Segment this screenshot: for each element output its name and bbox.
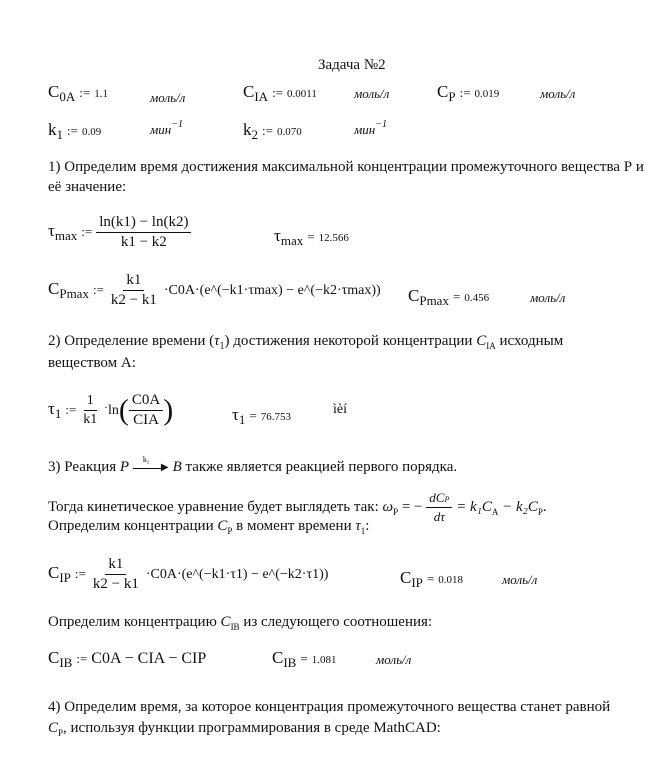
section2-text-line1: 2) Определение времени $(\tau_1)$ достижения некоторой концентрации $C_{IA}$ исходным <box>48 333 564 352</box>
param-c0a: $C_{0A}$ := 1.1 <box>48 82 108 104</box>
reaction-arrow-icon: k₂ ▶ <box>133 461 169 475</box>
section1-text: 1) Определим время достижения максимальной концентрации промежуточного вещества Р и её значение: <box>48 159 644 195</box>
cip-result: $C_{IP} = 0.018$ <box>400 568 463 590</box>
section4-line2: $C_P$, используя функции программирования в среде MathCAD: <box>48 720 441 738</box>
param-cp: $C_P$ := 0.019 <box>437 82 500 104</box>
cib-definition: $C_{IB}$ := C0A − CIA − CIP <box>48 648 207 670</box>
param-k1: $k_1$ := 0.09 <box>48 120 102 142</box>
unit-k1: мин$^{-1}$ <box>150 119 183 137</box>
unit-cib: моль/л <box>376 652 412 667</box>
cpmax-definition: $C_{Pmax}$ := $\frac{k1}{k2 - k1}$ ·C0A·(e^(−k1·τmax) − e^(−k2·τmax)) <box>48 272 381 308</box>
param-k2: $k_2$ := 0.070 <box>243 120 302 142</box>
page-title: Задача №2 <box>318 57 386 73</box>
unit-k2: мин$^{-1}$ <box>354 119 387 137</box>
tau-max-definition: $\tau_{max}$ := $\frac{\ln(k1) - \ln(k2)}{k1 - k2}$ <box>48 214 191 251</box>
unit-c0a: моль/л <box>150 90 186 105</box>
tau-max-result: $\tau_{max} = 12.566$ <box>274 226 349 248</box>
section4-line1: 4) Определим время, за которое концентрация промежуточного вещества станет равной <box>48 699 611 715</box>
cip-definition: $C_{IP}$ := $\frac{k1}{k2 - k1}$ ·C0A·(e^(−k1·τ1) − e^(−k2·τ1)) <box>48 556 329 592</box>
tau1-definition: $\tau_1$ := $\frac{1}{k1}$ ·ln( $\frac{C0A}{\text{CIA}}$ ) <box>48 392 174 428</box>
section3-line3: Определим концентрации $C_P$ в момент времени $\tau_1$: <box>48 518 370 536</box>
section3-line2: Тогда кинетическое уравнение будет выглядеть так: $\omega_P$ = − $\frac{\text{dCP}}{d\tau}$ = $k_1C_A - k_2C_P$. <box>48 490 547 524</box>
section2-text-line2: веществом А: <box>48 355 136 371</box>
cpmax-result: $C_{Pmax} = 0.456$ <box>408 286 490 308</box>
tau1-result: $\tau_1 = 76.753$ <box>232 405 291 427</box>
unit-tau1: ìèí <box>333 402 347 417</box>
section3-line4: Определим концентрацию $C_{IB}$ из следующего соотношения: <box>48 614 433 632</box>
unit-cpmax: моль/л <box>530 290 566 305</box>
unit-cip: моль/л <box>502 572 538 587</box>
unit-cia: моль/л <box>354 86 390 101</box>
cib-result: $C_{IB} = 1.081$ <box>272 648 337 670</box>
param-cia: $C_{IA}$ := 0.0011 <box>243 82 317 104</box>
section3-line1: 3) Реакция P k₂ ▶ B также является реакцией первого порядка. <box>48 454 458 475</box>
unit-cp: моль/л <box>540 86 576 101</box>
